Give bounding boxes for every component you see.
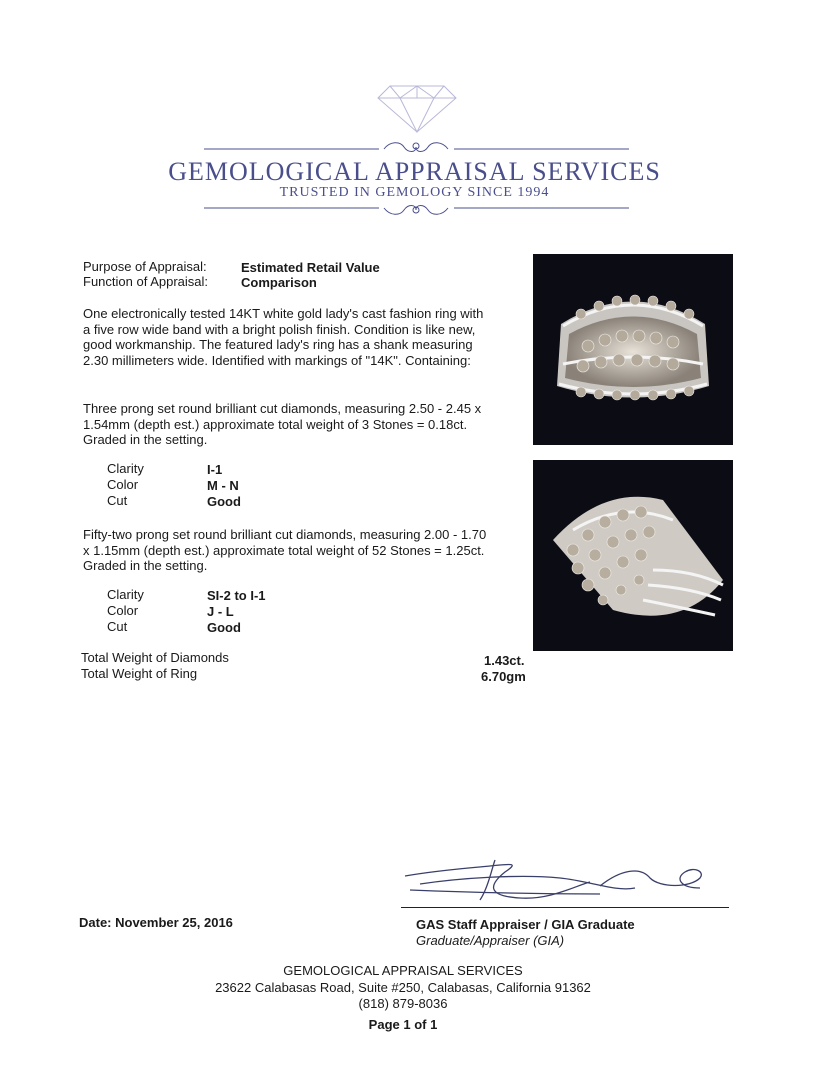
color-value: M - N xyxy=(207,478,239,493)
function-value: Comparison xyxy=(241,275,317,290)
stone-group-1-description: Three prong set round brilliant cut diamonds, measuring 2.50 - 2.45 x 1.54mm (depth est.) approximate total weight of 3 Stones = 0.18ct. Graded in the setting. xyxy=(83,401,482,447)
color-label: Color xyxy=(107,603,139,618)
ring-photo-angle xyxy=(533,460,733,651)
footer-phone: (818) 879-8036 xyxy=(358,996,448,1011)
color-value: J - L xyxy=(207,604,234,619)
clarity-value: SI-2 to I-1 xyxy=(207,588,266,603)
purpose-label: Purpose of Appraisal: xyxy=(83,259,207,274)
clarity-value: I-1 xyxy=(207,462,223,477)
total-ring-label: Total Weight of Ring xyxy=(81,666,198,681)
clarity-label: Clarity xyxy=(107,461,144,476)
ring-description: One electronically tested 14KT white gold lady's cast fashion ring with a five row wide band with a bright polish finish. Condition is like new, good workmanship. The featured lady's ring has a shank measuring 2.30 millimeters wide. Identified with markings of "14K". Containing: xyxy=(83,306,484,368)
color-label: Color xyxy=(107,477,139,492)
ornament-bottom-icon xyxy=(204,200,629,218)
diamond-logo-icon xyxy=(376,84,458,134)
clarity-label: Clarity xyxy=(107,587,144,602)
appraiser-subtitle: Graduate/Appraiser (GIA) xyxy=(416,933,565,948)
page-number: Page 1 of 1 xyxy=(368,1017,438,1032)
ring-photo-front xyxy=(533,254,733,445)
cut-value: Good xyxy=(207,494,241,509)
footer-address: 23622 Calabasas Road, Suite #250, Calabasas, California 91362 xyxy=(215,980,591,995)
appraisal-date: Date: November 25, 2016 xyxy=(79,915,233,930)
appraiser-title: GAS Staff Appraiser / GIA Graduate xyxy=(416,917,635,932)
company-name: GEMOLOGICAL APPRAISAL SERVICES xyxy=(168,157,661,186)
ring-image xyxy=(533,254,733,445)
footer-company: GEMOLOGICAL APPRAISAL SERVICES xyxy=(283,963,523,978)
ornament-top-icon xyxy=(204,138,629,156)
function-label: Function of Appraisal: xyxy=(83,274,209,289)
company-tagline: TRUSTED IN GEMOLOGY SINCE 1994 xyxy=(279,185,550,200)
ring-image xyxy=(533,460,733,651)
total-diamonds-label: Total Weight of Diamonds xyxy=(81,650,229,665)
appraiser-signature xyxy=(400,848,720,908)
purpose-value: Estimated Retail Value xyxy=(241,260,380,275)
stone-group-2-description: Fifty-two prong set round brilliant cut diamonds, measuring 2.00 - 1.70 x 1.15mm (depth est.) approximate total weight of 52 Stones = 1.25ct. Graded in the setting. xyxy=(83,527,487,573)
signature-line xyxy=(401,907,729,908)
cut-label: Cut xyxy=(107,493,128,508)
total-diamonds-value: 1.43ct. xyxy=(484,653,525,668)
cut-label: Cut xyxy=(107,619,128,634)
total-ring-value: 6.70gm xyxy=(481,669,526,684)
cut-value: Good xyxy=(207,620,241,635)
